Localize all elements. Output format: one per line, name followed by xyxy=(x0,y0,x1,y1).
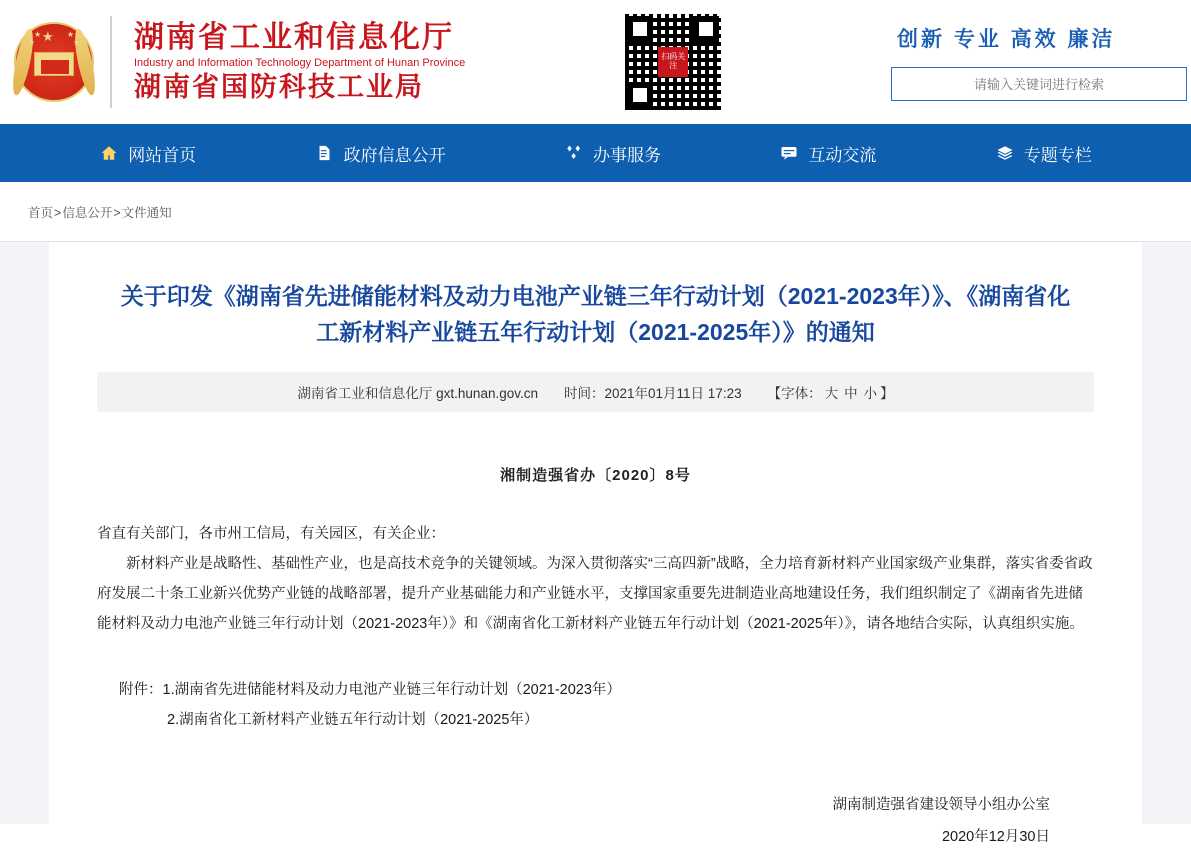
document-signature xyxy=(97,789,1094,853)
document-time xyxy=(564,382,742,402)
nav-item-interaction-label: 互动交流 xyxy=(808,145,877,165)
qr-center-label: 扫码关注 xyxy=(658,47,688,77)
font-size-medium-button[interactable]: 中 xyxy=(844,386,858,401)
breadcrumb-item-info[interactable]: 信息公开 xyxy=(62,205,113,220)
nav-item-topics[interactable] xyxy=(995,141,1092,166)
font-size-small-button[interactable]: 小 xyxy=(863,386,878,401)
chat-icon xyxy=(779,143,799,163)
attachment-row-2 xyxy=(119,705,1094,735)
nav-item-home-label: 网站首页 xyxy=(128,145,197,165)
signature-date: 2020年12月30日 xyxy=(941,829,1050,845)
document-card xyxy=(49,242,1142,845)
search-box[interactable] xyxy=(891,67,1187,101)
service-icon xyxy=(564,143,584,163)
nav-item-government-info-label: 政府信息公开 xyxy=(343,145,446,165)
breadcrumb-separator: > xyxy=(54,205,62,220)
breadcrumb-item-notice[interactable]: 文件通知 xyxy=(121,205,172,220)
document-meta-bar xyxy=(97,372,1094,412)
font-size-label-end: 】 xyxy=(880,386,894,401)
site-header xyxy=(0,0,1191,124)
attachment-item-1[interactable]: 1.湖南省先进储能材料及动力电池产业链三年行动计划（2021-2023年） xyxy=(162,682,621,698)
document-body xyxy=(97,519,1094,639)
search-input[interactable] xyxy=(892,68,1186,100)
site-title-cn-primary: 湖南省工业和信息化厅 xyxy=(134,21,454,54)
main-navigation xyxy=(0,124,1191,182)
document-icon xyxy=(315,143,335,163)
site-title-cn-secondary: 湖南省国防科技工业局 xyxy=(134,72,424,102)
home-icon xyxy=(99,143,119,163)
nav-item-services[interactable] xyxy=(564,141,661,166)
font-size-label: 【字体： xyxy=(767,386,822,401)
qr-code-icon xyxy=(625,14,721,110)
nav-item-services-label: 办事服务 xyxy=(592,145,661,165)
layers-icon xyxy=(995,143,1015,163)
breadcrumb xyxy=(28,203,172,221)
page-title: 关于印发《湖南省先进储能材料及动力电池产业链三年行动计划（2021-2023年）》、《湖南省化工新材料产业链五年行动计划（2021-2025年）》的通知 xyxy=(120,283,1071,345)
nav-item-interaction[interactable] xyxy=(779,141,876,166)
breadcrumb-separator-2: > xyxy=(113,205,121,220)
document-number: 湘制造强省办〔2020〕8号 xyxy=(500,467,691,484)
national-emblem-icon: ★ ★ ★ ★ xyxy=(10,18,98,106)
site-slogan: 创新 专业 高效 廉洁 xyxy=(897,28,1116,51)
document-time-value: 2021年01月11日 17:23 xyxy=(604,386,742,401)
font-size-large-button[interactable]: 大 xyxy=(824,386,839,401)
nav-item-home[interactable] xyxy=(99,141,196,166)
font-size-controls xyxy=(768,382,894,402)
breadcrumb-bar xyxy=(0,182,1191,242)
document-attachments xyxy=(97,675,1094,735)
document-time-label: 时间： xyxy=(563,386,605,401)
attachment-item-2[interactable]: 2.湖南省化工新材料产业链五年行动计划（2021-2025年） xyxy=(167,712,539,728)
header-right-block xyxy=(891,12,1191,112)
page-background xyxy=(0,242,1191,845)
site-title-en: Industry and Information Technology Department of Hunan Province xyxy=(134,57,466,69)
document-source: 湖南省工业和信息化厅 gxt.hunan.gov.cn xyxy=(297,386,538,401)
nav-item-government-info[interactable] xyxy=(315,141,446,166)
document-salutation: 省直有关部门，各市州工信局，有关园区，有关企业： xyxy=(97,526,445,542)
attachment-label: 附件： xyxy=(119,682,163,698)
nav-item-topics-label: 专题专栏 xyxy=(1023,145,1092,165)
document-paragraph-1: 新材料产业是战略性、基础性产业，也是高技术竞争的关键领域。为深入贯彻落实“三高四新”战略，全力培育新材料产业国家级产业集群，落实省委省政府发展二十条工业新兴优势产业链的战略部署，提升产业基础能力和产业链水平，支撑国家重要先进制造业高地建设任务，我们组织制定了《湖南省先进储能材料及动力电池产业链三年行动计划（2021-2023年）》和《湖南省化工新材料产业链五年行动计划（2021-2025年）》，请各地结合实际，认真组织实施。 xyxy=(97,556,1093,632)
site-title-block xyxy=(110,16,465,108)
breadcrumb-item-home[interactable]: 首页 xyxy=(28,205,54,220)
attachment-row-1 xyxy=(119,675,1094,705)
signature-organization: 湖南制造强省建设领导小组办公室 xyxy=(832,797,1050,813)
